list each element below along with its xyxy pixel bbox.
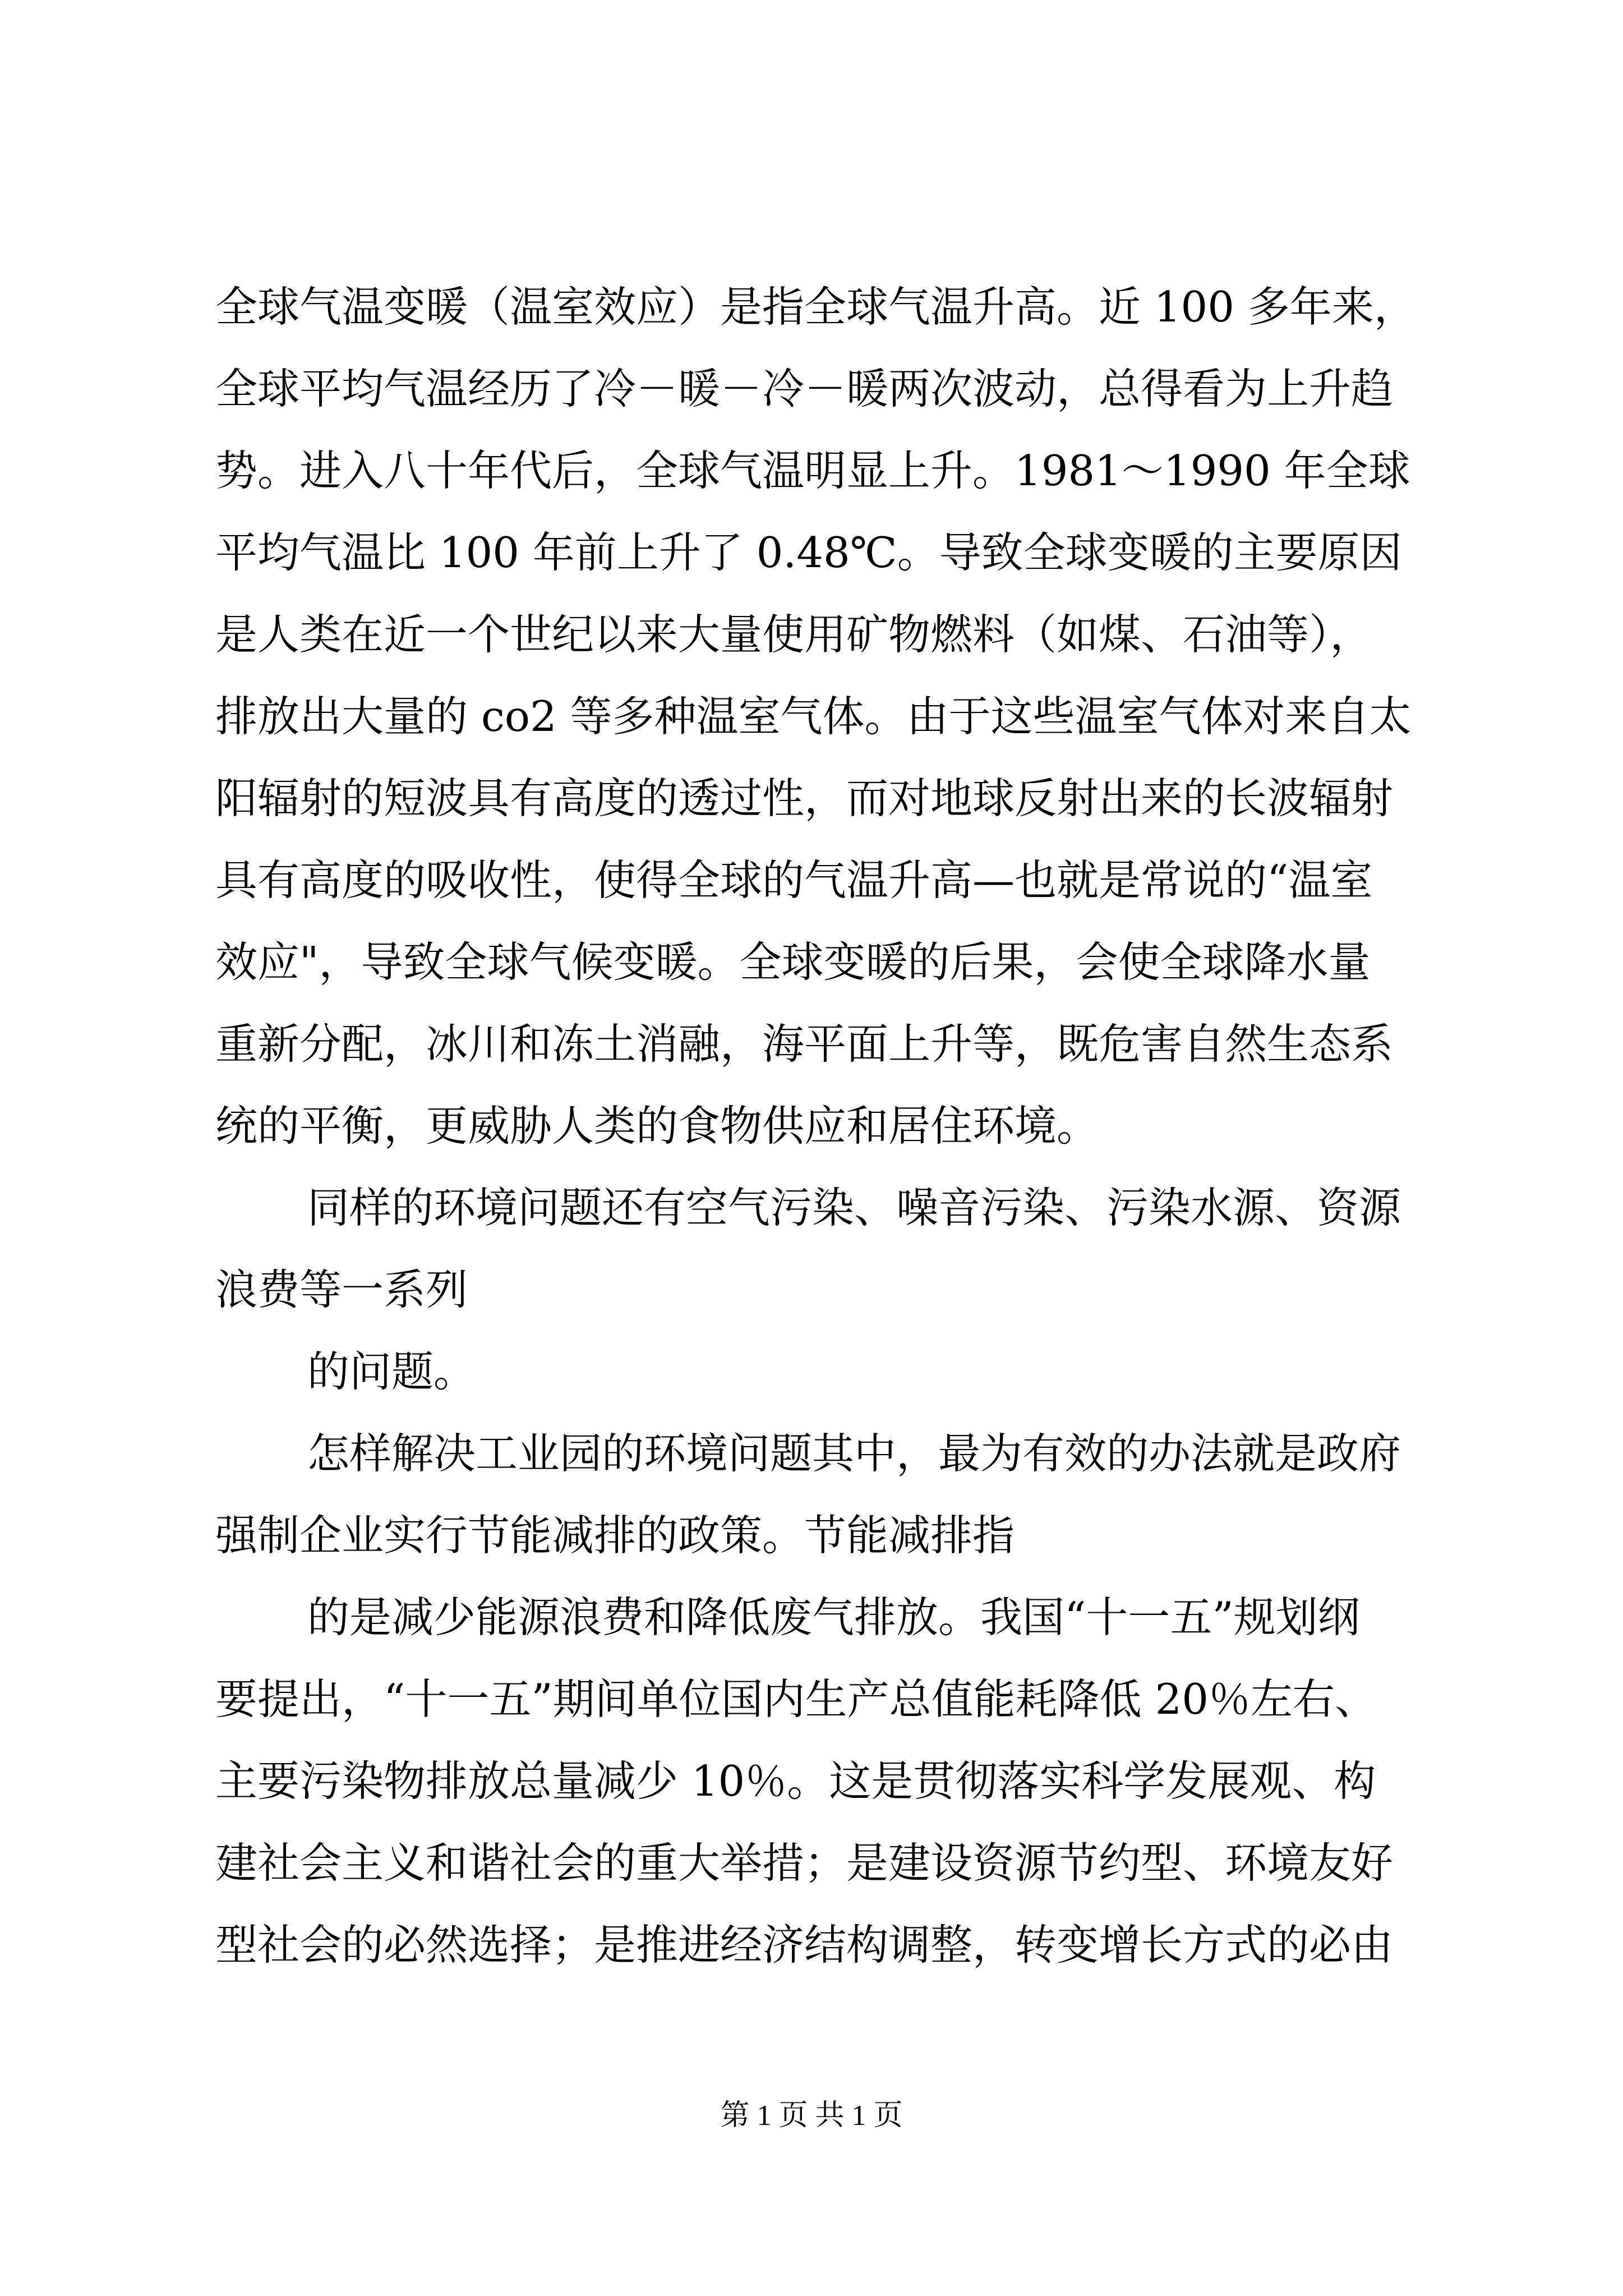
- document-body: [215, 266, 1416, 1986]
- body-line: 阳辐射的短波具有高度的透过性，而对地球反射出来的长波辐射: [215, 774, 1394, 823]
- body-line: 势。进入八十年代后，全球气温明显上升。1981～1990 年全球: [215, 446, 1410, 495]
- body-line: 主要污染物排放总量减少 10％。这是贯彻落实科学发展观、构: [215, 1756, 1376, 1806]
- body-line: 要提出，“十一五”期间单位国内生产总值能耗降低 20％左右、: [215, 1674, 1377, 1724]
- body-line: 怎样解决工业园的环境问题其中，最为有效的办法就是政府: [307, 1429, 1401, 1478]
- body-line: 同样的环境问题还有空气污染、噪音污染、污染水源、资源: [307, 1183, 1401, 1232]
- body-line: 排放出大量的 co2 等多种温室气体。由于这些温室气体对来自太: [215, 692, 1412, 741]
- body-line: 全球气温变暖（温室效应）是指全球气温升高。近 100 多年来，: [215, 282, 1416, 332]
- body-line: 全球平均气温经历了冷－暖－冷－暖两次波动，总得看为上升趋: [215, 364, 1394, 413]
- body-line: 统的平衡，更威胁人类的食物供应和居住环境。: [215, 1101, 1099, 1151]
- body-line: 的是减少能源浪费和降低废气排放。我国“十一五”规划纲: [307, 1593, 1360, 1642]
- page-footer: 第 1 页 共 1 页: [720, 2100, 903, 2132]
- body-line: 重新分配，冰川和冻土消融，海平面上升等，既危害自然生态系: [215, 1019, 1394, 1069]
- body-line: 建社会主义和谐社会的重大举措；是建设资源节约型、环境友好: [215, 1838, 1394, 1888]
- body-line: 效应"，导致全球气候变暖。全球变暖的后果，会使全球降水量: [215, 937, 1371, 987]
- body-line: 具有高度的吸收性，使得全球的气温升高—也就是常说的“温室: [215, 855, 1373, 905]
- body-line: 型社会的必然选择；是推进经济结构调整，转变增长方式的必由: [215, 1920, 1394, 1970]
- body-line: 浪费等一系列: [215, 1265, 468, 1314]
- body-line: 平均气温比 100 年前上升了 0.48℃。导致全球变暖的主要原因: [215, 528, 1402, 577]
- body-line: 的问题。: [307, 1347, 476, 1396]
- body-line: 是人类在近一个世纪以来大量使用矿物燃料（如煤、石油等），: [215, 610, 1372, 659]
- body-line: 强制企业实行节能减排的政策。节能减排指: [215, 1511, 1015, 1560]
